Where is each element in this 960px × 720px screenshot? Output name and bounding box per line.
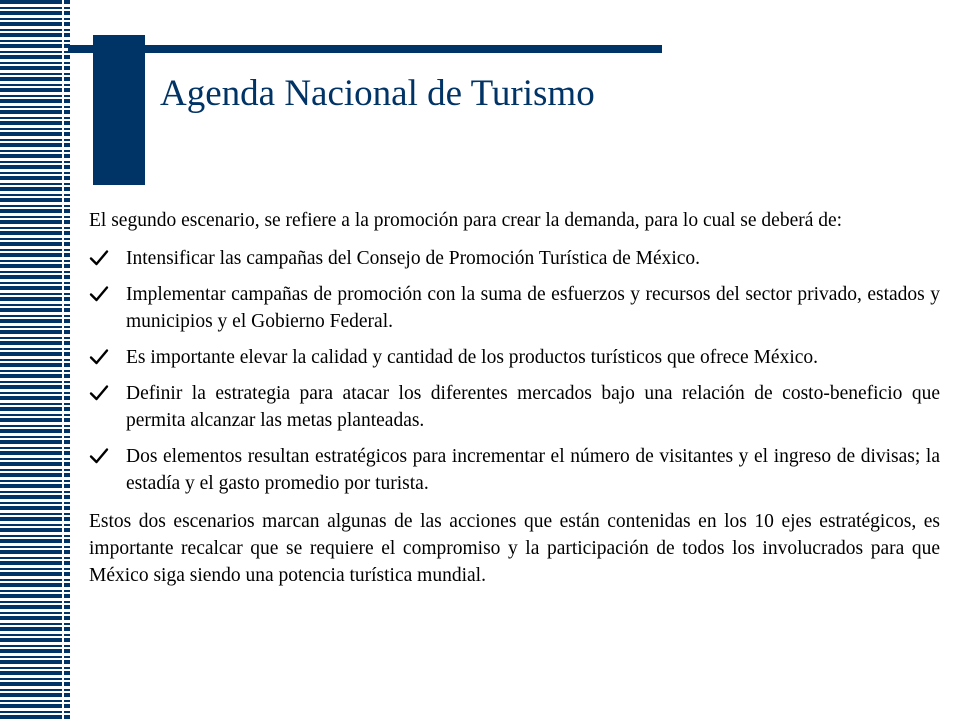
list-item [89, 443, 940, 497]
list-item [89, 281, 940, 335]
slide-content [89, 207, 940, 600]
list-item [89, 380, 940, 434]
checkmark-icon [89, 383, 109, 403]
bullet-list [89, 245, 940, 497]
closing-paragraph: Estos dos escenarios marcan algunas de las acciones que están contenidas en los 10 ejes estratégicos, es importante recalcar que se requiere el compromiso y la participación de todos los involucrados para que México siga siendo una potencia turística mundial. [89, 511, 940, 586]
decorative-side-block [93, 35, 145, 185]
checkmark-icon [89, 248, 109, 268]
slide-title: Agenda Nacional de Turismo [160, 73, 595, 114]
checkmark-icon [89, 347, 109, 367]
bullet-text: Implementar campañas de promoción con la suma de esfuerzos y recursos del sector privado, estados y municipios y el Gobierno Federal. [126, 284, 940, 332]
bullet-text: Es importante elevar la calidad y cantidad de los productos turísticos que ofrece México. [126, 347, 819, 368]
list-item [89, 344, 940, 371]
decorative-stripe-band [0, 0, 70, 720]
bullet-text: Dos elementos resultan estratégicos para incrementar el número de visitantes y el ingreso de divisas; la estadía y el gasto promedio por turista. [126, 446, 940, 494]
list-item [89, 245, 940, 272]
bullet-text: Intensificar las campañas del Consejo de Promoción Turística de México. [126, 248, 701, 269]
checkmark-icon [89, 446, 109, 466]
decorative-top-bar [68, 45, 662, 53]
bullet-text: Definir la estrategia para atacar los diferentes mercados bajo una relación de costo-beneficio que permita alcanzar las metas planteadas. [126, 383, 940, 431]
intro-paragraph: El segundo escenario, se refiere a la promoción para crear la demanda, para lo cual se deberá de: [89, 210, 843, 231]
checkmark-icon [89, 284, 109, 304]
